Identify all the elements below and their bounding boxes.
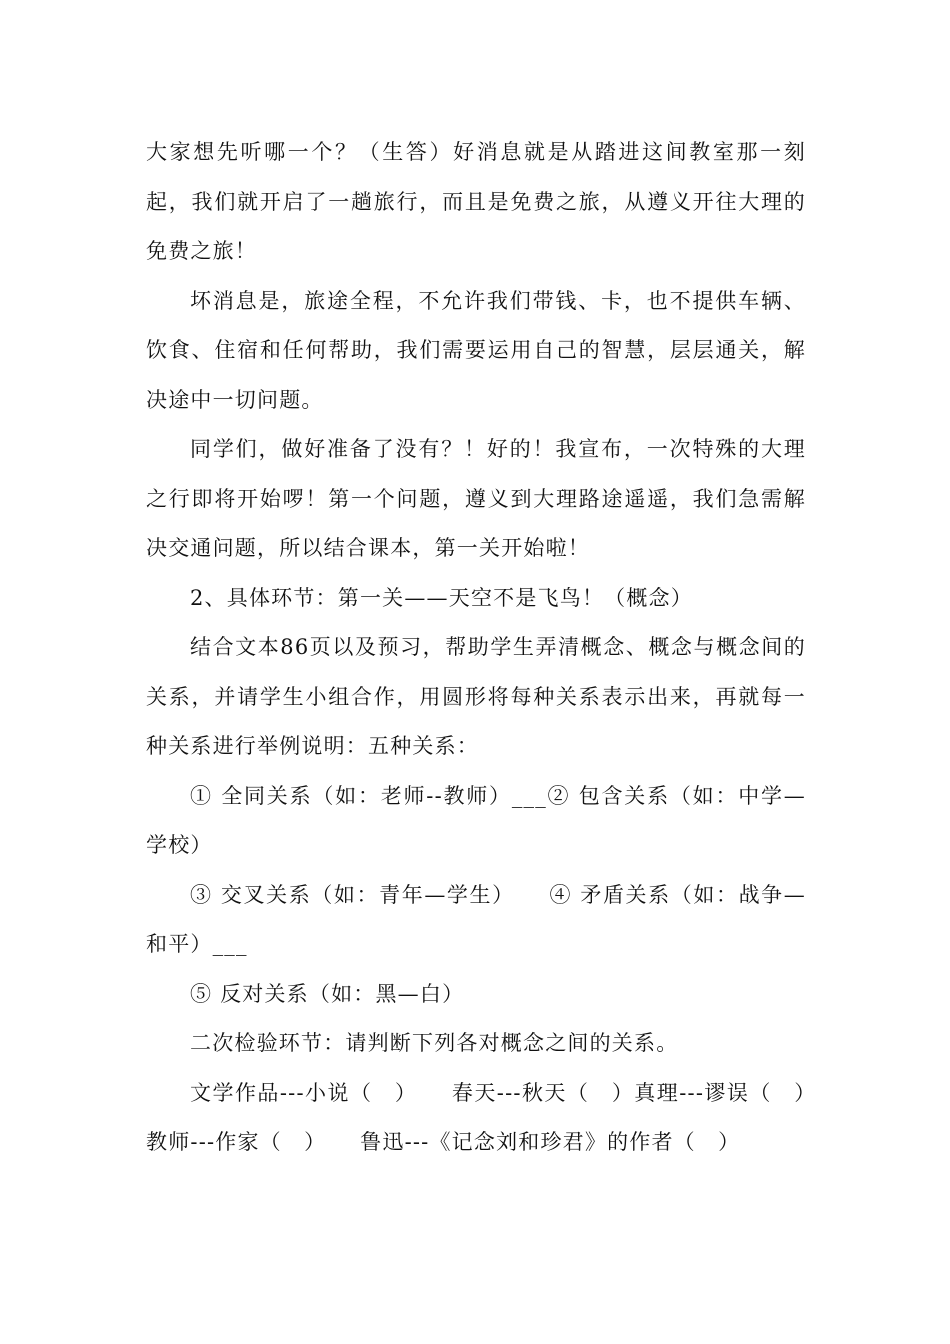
paragraph-bad-news: 坏消息是，旅途全程，不允许我们带钱、卡，也不提供车辆、饮食、住宿和任何帮助，我们需要运用自己的智慧，层层通关，解决途中一切问题。 [146,288,806,412]
paragraph-section-heading: 2、具体环节：第一关——天空不是飞鸟！（概念） [190,585,693,610]
paragraph-relation-1-2: ① 全同关系（如：老师--教师）___② 包含关系（如：中学—学校） [146,783,806,857]
paragraph-intro: 大家想先听哪一个？（生答）好消息就是从踏进这间教室那一刻起，我们就开启了一趟旅行，而且是免费之旅，从遵义开往大理的免费之旅！ [146,140,806,263]
paragraph-relation-5: ⑤ 反对关系（如：黑—白） [190,981,465,1006]
paragraph-relation-3-4: ③ 交叉关系（如：青年—学生） ④ 矛盾关系（如：战争—和平）___ [146,882,806,956]
paragraph-check-heading: 二次检验环节：请判断下列各对概念之间的关系。 [190,1031,679,1055]
paragraph-instructions: 结合文本86页以及预习，帮助学生弄清概念、概念与概念间的关系，并请学生小组合作，用圆形将每种关系表示出来，再就每一种关系进行举例说明：五种关系： [146,635,806,758]
document-body [146,128,806,1168]
paragraph-announcement: 同学们，做好准备了没有？！好的！我宣布，一次特殊的大理之行即将开始啰！第一个问题，遵义到大理路途遥遥，我们急需解决交通问题，所以结合课本，第一关开始啦！ [146,437,806,560]
paragraph-check-items: 文学作品---小说（ ） 春天---秋天（ ）真理---谬误（ ）教师---作家（ ） 鲁迅---《记念刘和珍君》的作者（ ） [146,1080,806,1154]
